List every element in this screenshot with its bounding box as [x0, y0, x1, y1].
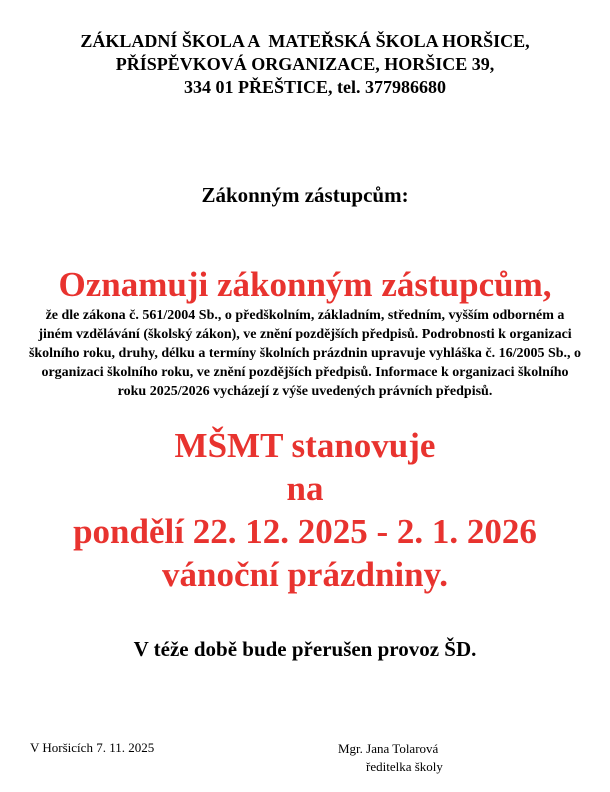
- holiday-decree: [0, 424, 610, 596]
- announcement-heading: Oznamuji zákonným zástupcům,: [58, 265, 552, 304]
- decree-line-dates: pondělí 22. 12. 2025 - 2. 1. 2026: [73, 512, 537, 551]
- decree-line-holiday: vánoční prázdniny.: [162, 555, 448, 594]
- school-address: 334 01 PŘEŠTICE, tel. 377986680: [183, 77, 446, 97]
- school-name: ZÁKLADNÍ ŠKOLA A MATEŘSKÁ ŠKOLA HORŠICE,: [80, 31, 530, 51]
- addressee-heading: Zákonným zástupcům:: [201, 183, 409, 207]
- closure-notice: V téže době bude přerušen provoz ŠD.: [133, 637, 477, 661]
- decree-line-on: na: [286, 469, 324, 508]
- signatory-role: ředitelka školy: [366, 759, 443, 774]
- school-header: [0, 30, 610, 99]
- legal-paragraph: že dle zákona č. 561/2004 Sb., o předškolním, základním, středním, vyšším odborném a jiném vzdělávání (školský zákon), ve znění pozdějších předpisů. Podrobnosti k organizaci školního roku, druhy, délku a termíny školních prázdnin upravuje vyhláška č. 16/2005 Sb., o organizaci školního roku, ve znění pozdějších předpisů. Informace k organizaci školního roku 2025/2026 vycházejí z výše uvedených právních předpisů.: [28, 308, 582, 399]
- school-organization: PŘÍSPĚVKOVÁ ORGANIZACE, HORŠICE 39,: [115, 54, 495, 74]
- signature-block: [338, 740, 443, 776]
- signatory-name: Mgr. Jana Tolarová: [338, 741, 439, 756]
- decree-line-ministry: MŠMT stanovuje: [174, 426, 436, 465]
- place-date: V Horšicích 7. 11. 2025: [30, 740, 155, 755]
